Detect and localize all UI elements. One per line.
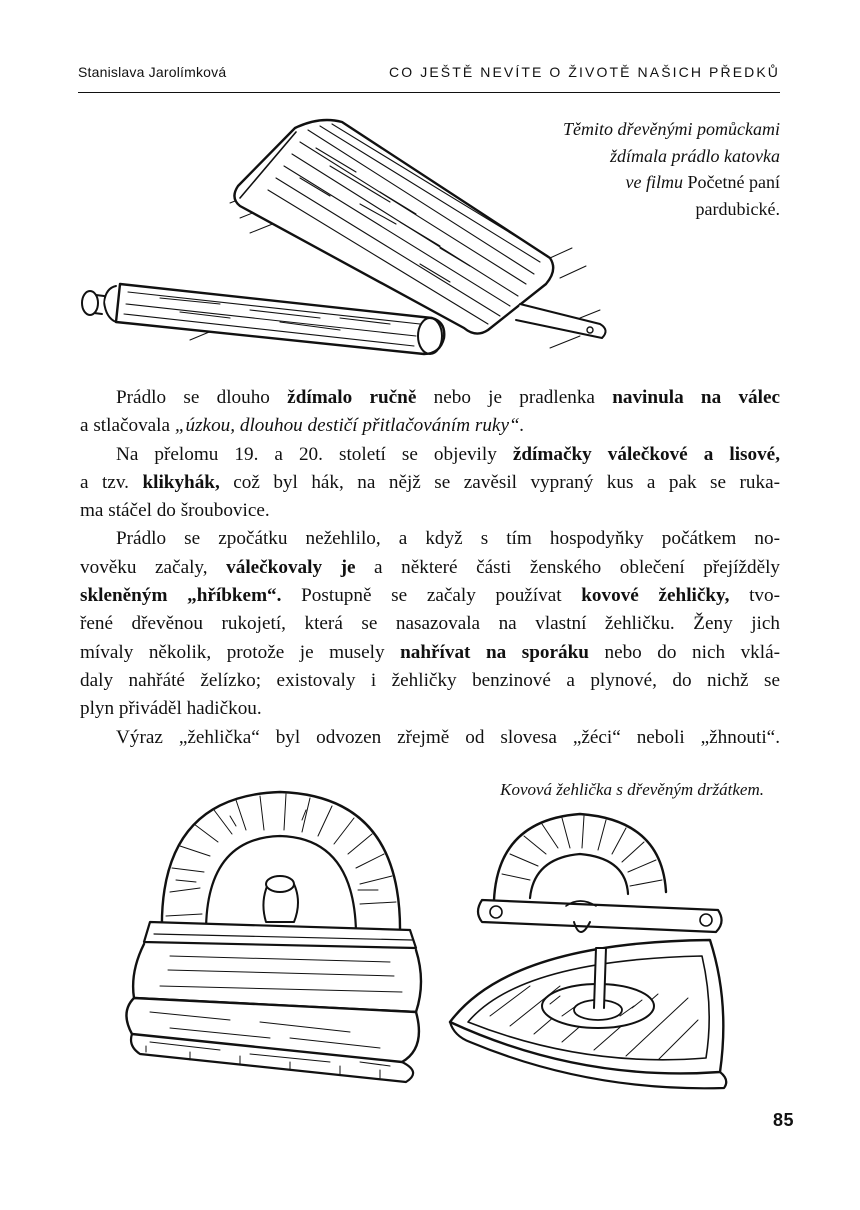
quotation: „úzkou, dlouhou destičí přitlačováním ruky“. xyxy=(174,415,525,437)
caption-top-line-3-film-title: Početné paní xyxy=(683,172,780,192)
paragraph-3-line-1: Prádlo se zpočátku nežehlilo, a když s tím hospodyňky počátkem no- xyxy=(116,528,780,550)
emphasis: ždímalo ručně xyxy=(287,387,417,408)
paragraph-2-line-3: ma stáčel do šroubovice. xyxy=(80,500,270,522)
paragraph-3-line-3 xyxy=(80,582,780,610)
emphasis: klikyhák, xyxy=(142,471,220,493)
paragraph-3-line-2 xyxy=(80,554,780,582)
paragraph-1-line-2 xyxy=(80,412,780,440)
body-text xyxy=(80,384,780,752)
text-run: a některé části ženského oblečení přejížděly xyxy=(355,556,781,578)
top-illustration-caption xyxy=(480,116,780,222)
paragraph-3-line-5 xyxy=(80,639,780,667)
emphasis: kovové žehličky, xyxy=(581,585,730,607)
caption-top-line-1: Těmito dřevěnými pomůckami xyxy=(563,119,780,139)
running-header xyxy=(78,62,780,93)
text-run: nebo do nich vklá- xyxy=(588,641,780,663)
text-run: tvo- xyxy=(729,585,780,607)
emphasis: skleněným „hříbkem“. xyxy=(80,585,282,607)
text-run: a stlačovala xyxy=(80,415,175,437)
paragraph-1-line-1 xyxy=(80,384,780,412)
text-run: Prádlo se dlouho xyxy=(116,387,288,408)
caption-top-line-4: pardubické. xyxy=(695,198,780,219)
paragraph-3-line-7: plyn přiváděl hadičkou. xyxy=(80,698,262,720)
text-run: nebo je pradlenka xyxy=(416,387,613,408)
caption-top-line-3-italic: ve filmu xyxy=(625,172,684,192)
text-run: což byl hák, na nějž se zavěsil vypraný kus a pak se ruka- xyxy=(219,471,780,493)
text-run: vověku začaly, xyxy=(80,556,227,578)
text-run: Na přelomu 19. a 20. století se objevily xyxy=(116,443,513,465)
book-title: CO JEŠTĚ NEVÍTE O ŽIVOTĚ NAŠICH PŘEDKŮ xyxy=(389,64,780,80)
paragraph-3-line-6: daly nahřáté želízko; existovaly i žehličky benzinové a plynové, do nichž se xyxy=(80,669,780,691)
emphasis: ždímačky válečkové a lisové, xyxy=(512,443,780,465)
page-number: 85 xyxy=(772,1110,794,1130)
emphasis: navinula na válec xyxy=(612,387,780,408)
text-run: a tzv. xyxy=(80,471,143,493)
paragraph-2-line-1 xyxy=(80,441,780,469)
author-name: Stanislava Jarolímková xyxy=(78,64,227,80)
caption-top-line-2: ždímala prádlo katovka xyxy=(610,145,780,166)
bottom-illustration-caption: Kovová žehlička s dřevěným držátkem. xyxy=(500,780,764,799)
emphasis: nahřívat na sporáku xyxy=(400,641,589,663)
paragraph-3-line-4: řené dřevěnou rukojetí, která se nasazovala na vlastní žehličku. Ženy jich xyxy=(80,613,780,635)
text-run: mívaly několik, protože je musely xyxy=(80,641,401,663)
irons-illustration xyxy=(110,772,775,1110)
paragraph-2-line-2 xyxy=(80,469,780,497)
emphasis: válečkovaly je xyxy=(226,556,356,578)
paragraph-4-line-1: Výraz „žehlička“ byl odvozen zřejmě od slovesa „žéci“ neboli „žhnouti“. xyxy=(116,726,780,748)
text-run: Postupně se začaly používat xyxy=(281,585,582,607)
